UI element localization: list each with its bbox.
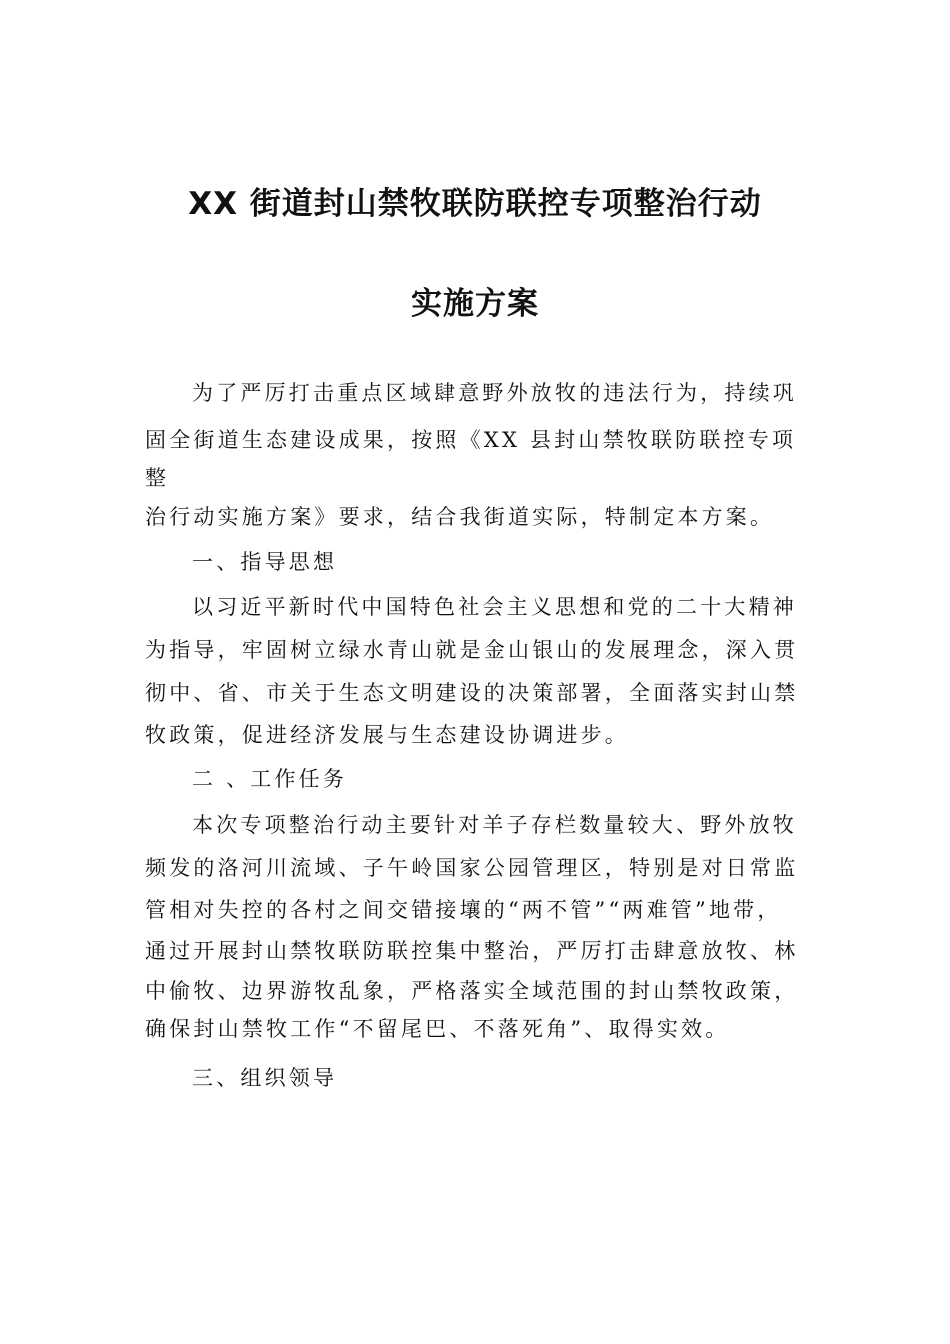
section-1-line-4: 牧政策，促进经济发展与生态建设协调进步。: [145, 723, 629, 747]
section-1-line-1: 以习近平新时代中国特色社会主义思想和党的二十大精神: [192, 595, 797, 619]
section-1-line-2: 为指导，牢固树立绿水青山就是金山银山的发展理念，深入贯: [145, 638, 799, 662]
section-3-heading: 三、组织领导: [192, 1066, 338, 1090]
intro-line-2: 固全街道生态建设成果，按照《XX 县封山禁牧联防联控专项: [145, 428, 797, 452]
section-2-line-1: 本次专项整治行动主要针对羊子存栏数量较大、野外放牧: [192, 813, 797, 837]
intro-line-4: 治行动实施方案》要求，结合我街道实际，特制定本方案。: [145, 505, 775, 529]
section-2-heading: 二 、工作任务: [192, 767, 348, 791]
section-2-line-3: 管相对失控的各村之间交错接壤的“两不管”“两难管”地带，: [145, 898, 782, 922]
intro-line-3: 整: [145, 466, 170, 490]
intro-line-1: 为了严厉打击重点区域肆意野外放牧的违法行为，持续巩: [192, 381, 797, 405]
section-2-line-6: 确保封山禁牧工作“不留尾巴、不落死角”、取得实效。: [145, 1017, 730, 1041]
section-1-heading: 一、指导思想: [192, 550, 338, 574]
document-title-line-1: XX 街道封山禁牧联防联控专项整治行动: [188, 186, 762, 222]
section-2-line-5: 中偷牧、边界游牧乱象，严格落实全域范围的封山禁牧政策，: [145, 979, 799, 1003]
section-2-line-4: 通过开展封山禁牧联防联控集中整治，严厉打击肆意放牧、林: [145, 939, 799, 963]
section-2-line-2: 频发的洛河川流域、子午岭国家公园管理区，特别是对日常监: [145, 856, 799, 880]
document-title-line-2: 实施方案: [411, 286, 539, 322]
section-1-line-3: 彻中、省、市关于生态文明建设的决策部署，全面落实封山禁: [145, 681, 799, 705]
